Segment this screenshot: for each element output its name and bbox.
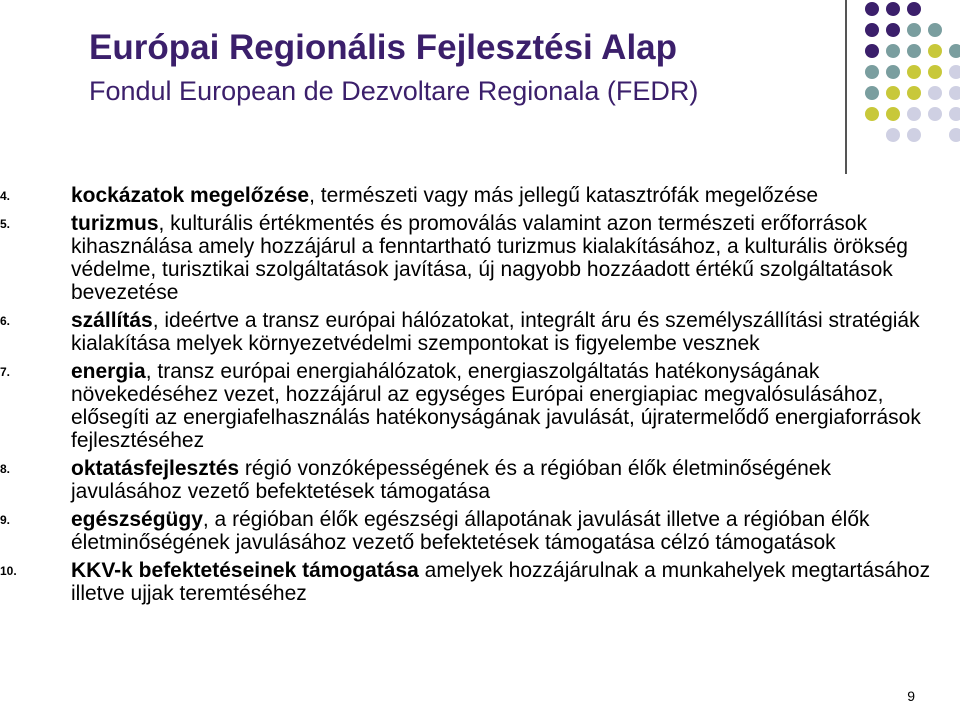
list-item xyxy=(0,212,960,304)
decorative-dot xyxy=(865,2,879,16)
item-description: amelyek hozzájárulnak a munkahelyek megtartásához illetve ujjak teremtéséhez xyxy=(71,559,931,605)
header-divider-line xyxy=(845,0,847,174)
decorative-dot xyxy=(886,107,900,121)
item-keyword: kockázatok megelőzése xyxy=(71,184,310,207)
item-number: 8. xyxy=(0,462,11,476)
item-description: régió vonzóképességének és a régióban élők életminőségének javulásához vezető befektetések támogatása xyxy=(71,457,831,503)
decorative-dot xyxy=(865,65,879,79)
page-number: 9 xyxy=(907,688,915,704)
item-number: 6. xyxy=(0,314,11,328)
item-keyword: KKV-k befektetéseinek támogatása xyxy=(71,559,419,582)
item-keyword: turizmus xyxy=(71,212,159,235)
item-keyword: oktatásfejlesztés xyxy=(71,457,240,480)
item-text xyxy=(71,309,931,355)
slide-subtitle: Fondul European de Dezvoltare Regionala (FEDR) xyxy=(89,76,699,106)
decorative-dot xyxy=(865,23,879,37)
decorative-dot xyxy=(949,107,960,121)
decorative-dot xyxy=(907,65,921,79)
item-description: , természeti vagy más jellegű katasztrófák megelőzése xyxy=(309,184,819,207)
item-description: , transz európai energiahálózatok, energiaszolgáltatás hatékonyságának növekedéséhez vezet, hozzájárul az egységes Európai energiapiac megvalósulásához, elősegíti az energiafelhasználás hatékonyságának javulását, újratermelődő energiaforrások fejlesztéséhez xyxy=(71,360,921,452)
item-text xyxy=(71,184,931,207)
item-keyword: egészségügy xyxy=(71,508,203,531)
decorative-dot xyxy=(907,2,921,16)
decorative-dot xyxy=(886,86,900,100)
item-keyword: szállítás xyxy=(71,309,153,332)
item-number: 10. xyxy=(0,564,17,578)
item-text xyxy=(71,508,931,554)
item-text xyxy=(71,457,931,503)
list-item xyxy=(0,508,960,554)
item-text xyxy=(71,559,931,605)
item-description: , kulturális értékmentés és promoválás valamint azon természeti erőforrások kihasználása amely hozzájárul a fenntartható turizmus kialakításához, a kulturális örökség védelme, turisztikai szolgáltatások javítása, új nagyobb hozzáadott értékű szolgáltatások bevezetése xyxy=(71,212,908,304)
item-number: 9. xyxy=(0,513,11,527)
item-text xyxy=(71,360,931,452)
list-item xyxy=(0,360,960,452)
item-description: , a régióban élők egészségi állapotának javulását illetve a régióban élők életminőségének javulásához vezető befektetések támogatása célzó támogatások xyxy=(71,508,870,554)
decorative-dot xyxy=(907,128,921,142)
decorative-dot xyxy=(865,107,879,121)
list-item xyxy=(0,457,960,503)
decorative-dot xyxy=(907,86,921,100)
decorative-dot xyxy=(907,44,921,58)
item-keyword: energia xyxy=(71,360,146,383)
slide-title: Európai Regionális Fejlesztési Alap xyxy=(89,28,678,67)
item-number: 7. xyxy=(0,365,11,379)
decorative-dot xyxy=(949,44,960,58)
item-number: 4. xyxy=(0,189,11,203)
decorative-dot xyxy=(886,44,900,58)
decorative-dot xyxy=(949,128,960,142)
bullet-list xyxy=(0,184,960,610)
decorative-dot xyxy=(886,128,900,142)
decorative-dot xyxy=(928,65,942,79)
decorative-dot xyxy=(949,65,960,79)
decorative-dot-grid xyxy=(860,0,960,160)
list-item xyxy=(0,184,960,207)
item-number: 5. xyxy=(0,217,11,231)
list-item xyxy=(0,309,960,355)
decorative-dot xyxy=(907,23,921,37)
item-text xyxy=(71,212,931,304)
decorative-dot xyxy=(886,65,900,79)
decorative-dot xyxy=(928,107,942,121)
decorative-dot xyxy=(928,86,942,100)
decorative-dot xyxy=(886,23,900,37)
decorative-dot xyxy=(928,23,942,37)
item-description: , ideértve a transz európai hálózatokat, integrált áru és személyszállítási stratégiák kialakítása melyek környezetvédelmi szempontokat is figyelembe vesznek xyxy=(71,309,920,355)
decorative-dot xyxy=(907,107,921,121)
decorative-dot xyxy=(928,44,942,58)
decorative-dot xyxy=(865,86,879,100)
decorative-dot xyxy=(886,2,900,16)
decorative-dot xyxy=(949,86,960,100)
list-item xyxy=(0,559,960,605)
decorative-dot xyxy=(865,44,879,58)
